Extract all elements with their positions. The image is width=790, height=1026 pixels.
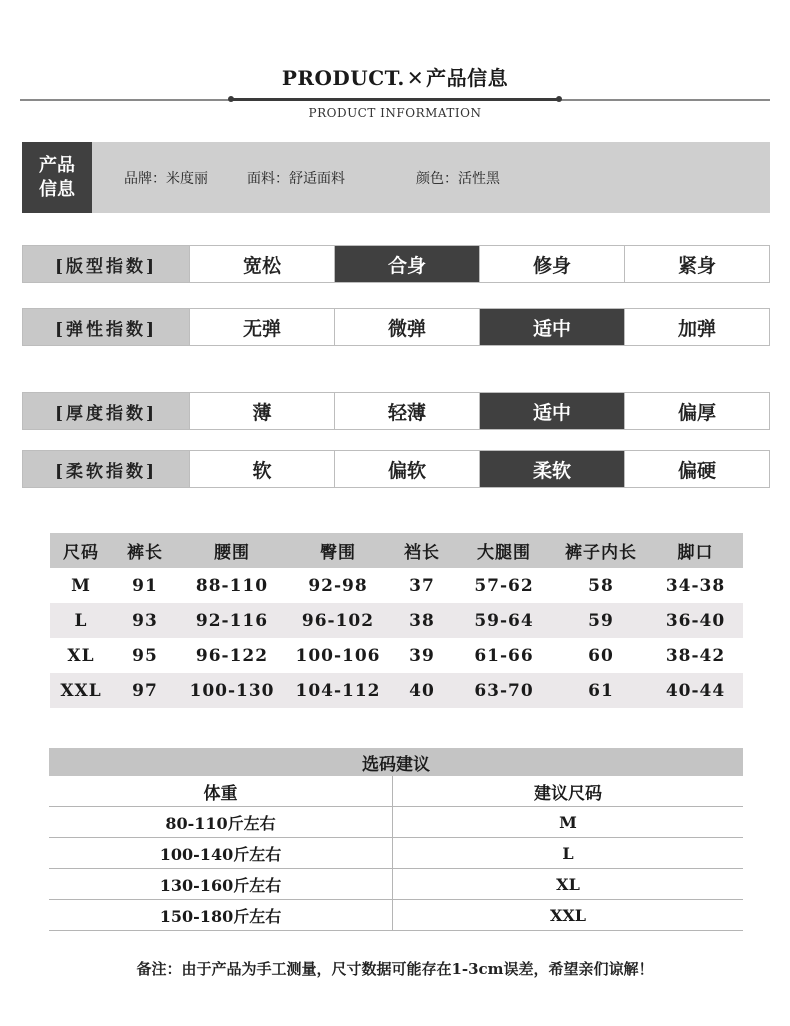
table-cell: 38-42 bbox=[665, 645, 726, 666]
header-cell: 体重 bbox=[49, 776, 393, 807]
size-table-header bbox=[50, 533, 743, 568]
softness-option-1: 软 bbox=[189, 451, 334, 487]
table-cell: 57-62 bbox=[474, 575, 534, 596]
footnote: 备注：由于产品为手工测量，尺寸数据可能存在1-3cm误差，希望亲们谅解！ bbox=[136, 960, 654, 978]
table-cell: 100-106 bbox=[295, 645, 381, 666]
thickness-option-4: 偏厚 bbox=[624, 393, 769, 429]
table-row bbox=[50, 638, 743, 673]
divider-dot-left bbox=[228, 96, 234, 102]
table-cell: 59 bbox=[554, 603, 648, 638]
page-subtitle: PRODUCT INFORMATION bbox=[308, 106, 482, 120]
softness-option-2: 偏软 bbox=[334, 451, 479, 487]
table-row bbox=[49, 900, 743, 931]
cross-icon: ✕ bbox=[406, 66, 425, 90]
thickness-option-1: 薄 bbox=[189, 393, 334, 429]
table-cell: 96-102 bbox=[286, 603, 390, 638]
table-row bbox=[49, 838, 743, 869]
table-cell: 92-116 bbox=[178, 603, 286, 638]
divider-dot-right bbox=[556, 96, 562, 102]
header-cell: 裆长 bbox=[390, 533, 454, 568]
fit-option-1: 宽松 bbox=[189, 246, 334, 282]
thickness-option-2: 轻薄 bbox=[334, 393, 479, 429]
brand-text: 品牌：米度丽 bbox=[124, 171, 208, 187]
table-cell: 97 bbox=[112, 673, 178, 708]
title-cn: 产品信息 bbox=[426, 66, 509, 90]
table-cell: 60 bbox=[588, 645, 614, 666]
recommendation-title: 选码建议 bbox=[49, 748, 743, 776]
header-cell: 脚口 bbox=[648, 533, 743, 568]
fit-option-2: 合身 bbox=[334, 246, 479, 282]
table-cell: 39 bbox=[409, 645, 435, 666]
elastic-option-4: 加弹 bbox=[624, 309, 769, 345]
title-en: PRODUCT. bbox=[281, 66, 405, 90]
table-cell: 95 bbox=[132, 645, 158, 666]
table-row bbox=[49, 807, 743, 838]
thickness-index-row bbox=[22, 392, 770, 430]
size-cell: M bbox=[393, 807, 744, 838]
fabric-text: 面料：舒适面料 bbox=[247, 171, 345, 187]
table-row bbox=[50, 673, 743, 708]
table-cell: 100-130 bbox=[178, 673, 286, 708]
color-text: 颜色：活性黑 bbox=[416, 171, 500, 187]
fit-index-row bbox=[22, 245, 770, 283]
table-cell: L bbox=[50, 603, 112, 638]
table-cell: 61 bbox=[554, 673, 648, 708]
weight-cell: 100-140斤左右 bbox=[49, 838, 393, 869]
header-cell: 腰围 bbox=[178, 533, 286, 568]
recommendation-table bbox=[49, 776, 743, 931]
size-cell: XL bbox=[393, 869, 744, 900]
header-divider-accent bbox=[232, 98, 560, 101]
header-cell: 裤子内长 bbox=[554, 533, 648, 568]
elastic-index-row bbox=[22, 308, 770, 346]
header-cell: 建议尺码 bbox=[393, 776, 744, 807]
elastic-option-3: 适中 bbox=[479, 309, 624, 345]
table-cell: 63-70 bbox=[454, 673, 554, 708]
table-cell: 36-40 bbox=[648, 603, 743, 638]
table-cell: M bbox=[71, 575, 91, 596]
table-cell: XXL bbox=[50, 673, 112, 708]
table-row bbox=[50, 603, 743, 638]
table-cell: 58 bbox=[588, 575, 614, 596]
thickness-option-3: 适中 bbox=[479, 393, 624, 429]
table-cell: 61-66 bbox=[474, 645, 534, 666]
softness-index-label: [柔软指数] bbox=[23, 451, 189, 487]
elastic-option-1: 无弹 bbox=[189, 309, 334, 345]
header-cell: 裤长 bbox=[112, 533, 178, 568]
table-cell: 88-110 bbox=[195, 575, 269, 596]
elastic-index-label: [弹性指数] bbox=[23, 309, 189, 345]
product-info-label bbox=[22, 142, 92, 213]
fit-option-3: 修身 bbox=[479, 246, 624, 282]
table-cell: 104-112 bbox=[286, 673, 390, 708]
table-cell: 96-122 bbox=[195, 645, 269, 666]
header-cell: 臀围 bbox=[286, 533, 390, 568]
table-cell: 34-38 bbox=[665, 575, 726, 596]
table-row bbox=[49, 869, 743, 900]
page-title bbox=[0, 62, 790, 91]
weight-cell: 150-180斤左右 bbox=[49, 900, 393, 931]
table-cell: 91 bbox=[132, 575, 158, 596]
size-cell: L bbox=[393, 838, 744, 869]
table-cell: 92-98 bbox=[308, 575, 368, 596]
table-cell: 38 bbox=[390, 603, 454, 638]
table-cell: 59-64 bbox=[454, 603, 554, 638]
table-cell: 93 bbox=[112, 603, 178, 638]
thickness-index-label: [厚度指数] bbox=[23, 393, 189, 429]
fit-index-label: [版型指数] bbox=[23, 246, 189, 282]
recommendation-header bbox=[49, 776, 743, 807]
table-cell: XL bbox=[67, 645, 95, 666]
table-cell: 37 bbox=[409, 575, 435, 596]
weight-cell: 130-160斤左右 bbox=[49, 869, 393, 900]
weight-cell: 80-110斤左右 bbox=[49, 807, 393, 838]
elastic-option-2: 微弹 bbox=[334, 309, 479, 345]
table-row bbox=[50, 568, 743, 603]
fit-option-4: 紧身 bbox=[624, 246, 769, 282]
softness-index-row bbox=[22, 450, 770, 488]
softness-option-4: 偏硬 bbox=[624, 451, 769, 487]
product-info-label-text: 产品 信息 bbox=[39, 154, 75, 200]
table-cell: 40 bbox=[390, 673, 454, 708]
table-cell: 40-44 bbox=[648, 673, 743, 708]
size-cell: XXL bbox=[393, 900, 744, 931]
header-cell: 大腿围 bbox=[454, 533, 554, 568]
size-table bbox=[50, 533, 743, 708]
header-cell: 尺码 bbox=[50, 533, 112, 568]
softness-option-3: 柔软 bbox=[479, 451, 624, 487]
